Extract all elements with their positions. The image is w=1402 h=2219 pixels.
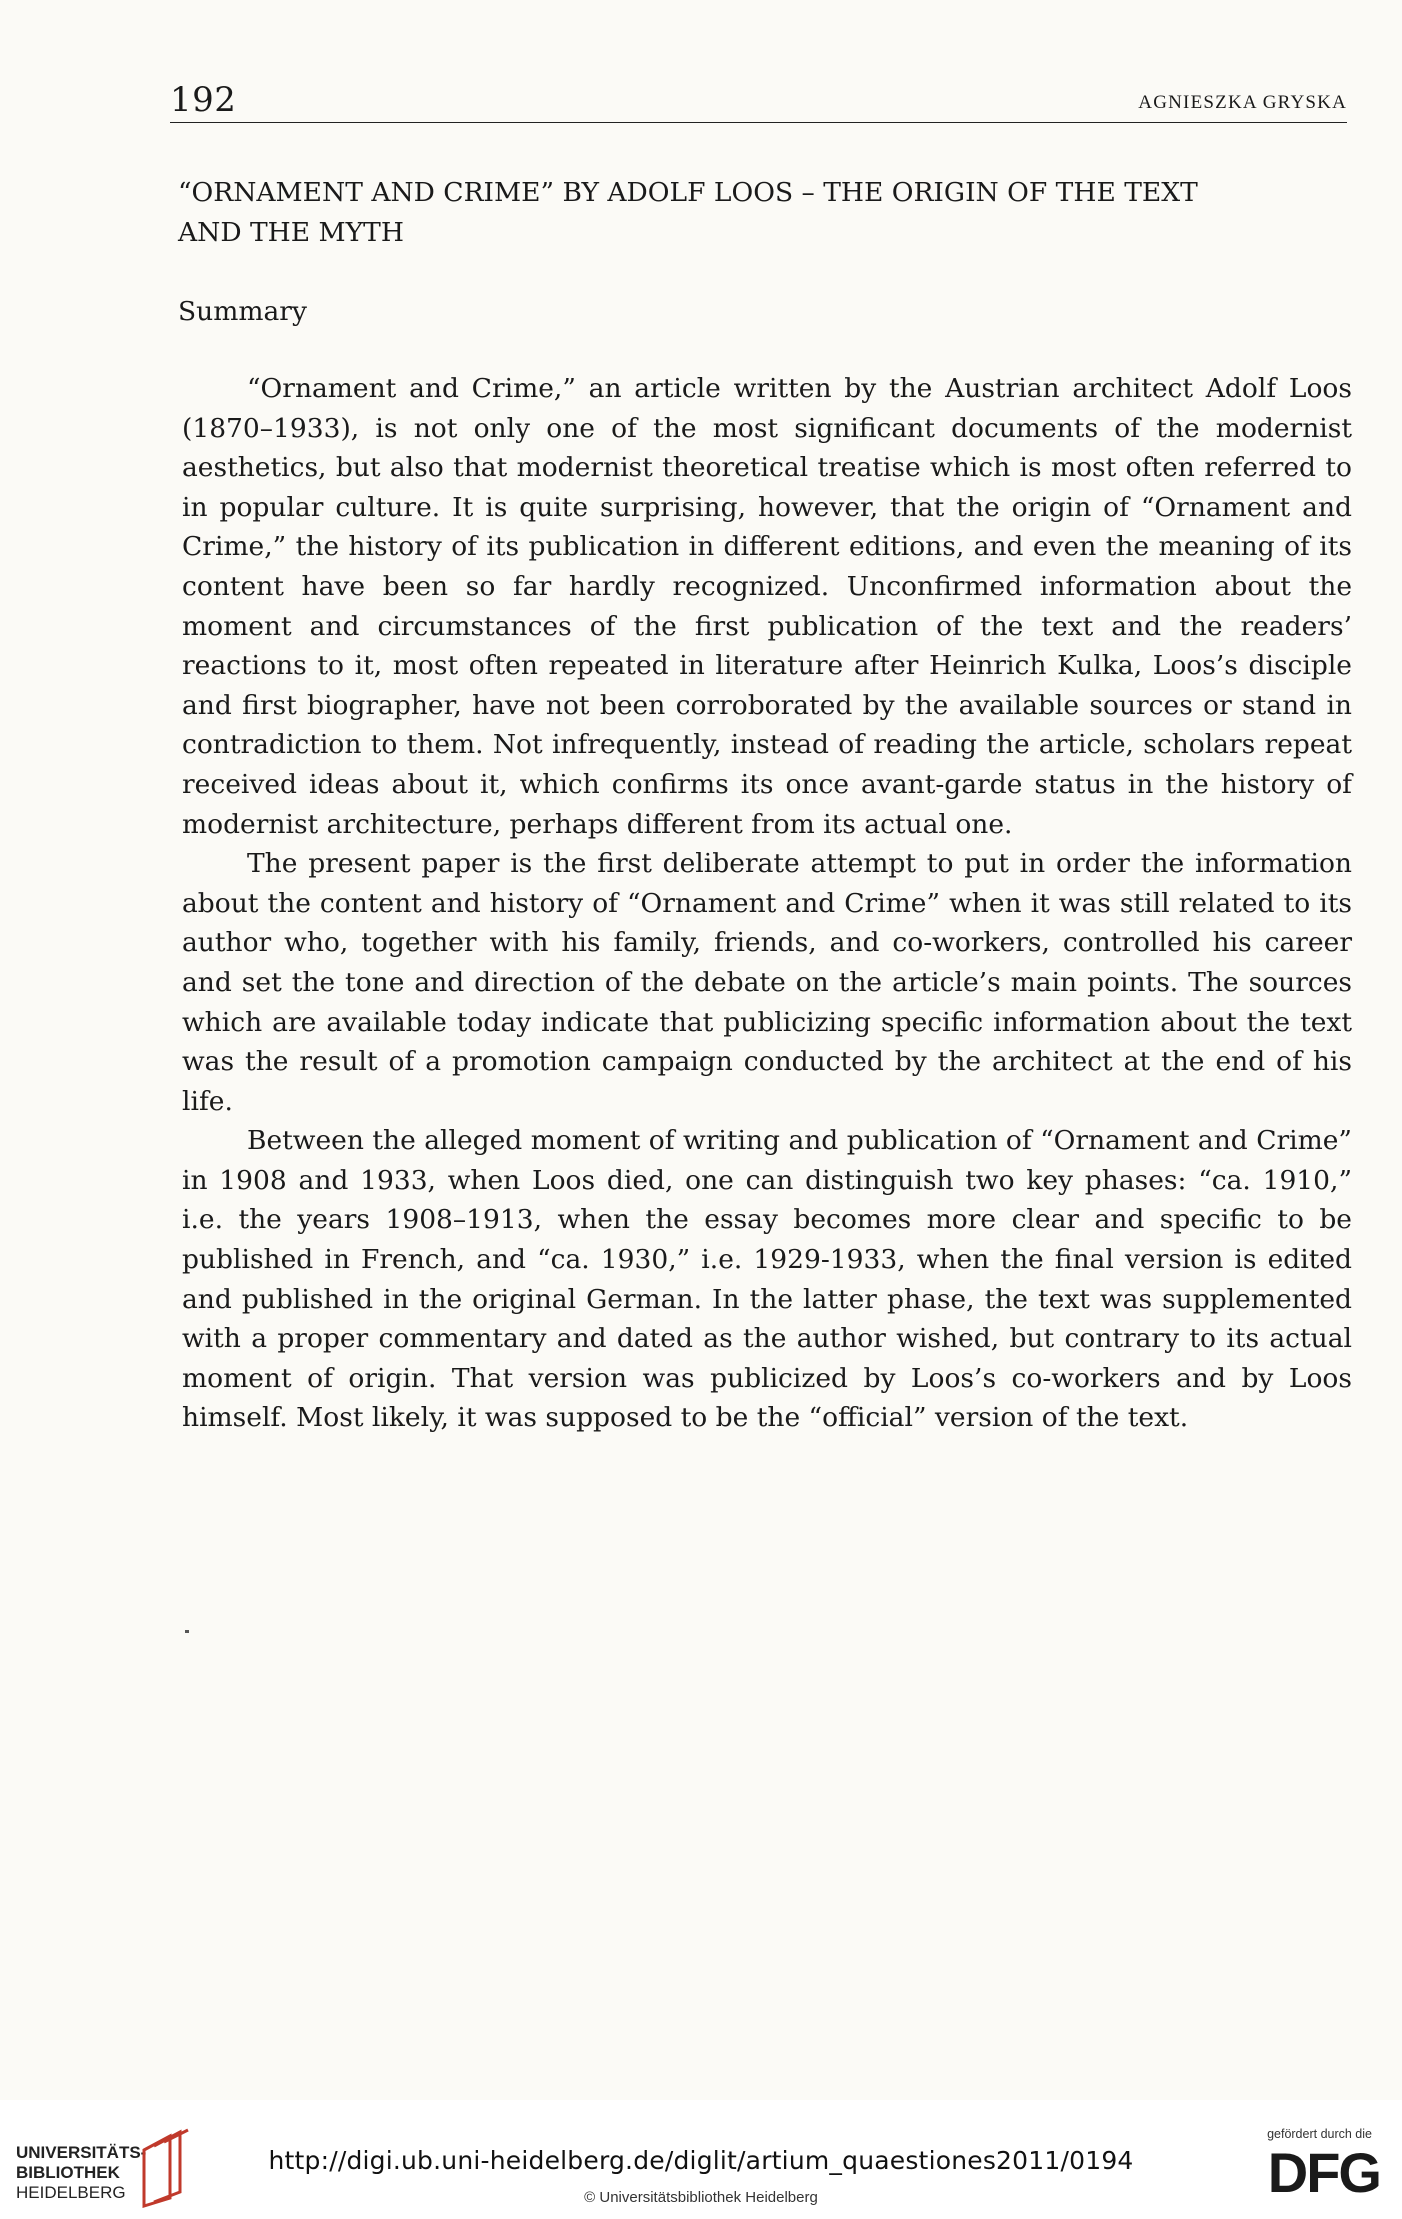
digital-copy-link[interactable]: http://digi.ub.uni-heidelberg.de/diglit/artium_quaestiones2011/0194	[268, 2146, 1134, 2175]
funder-caption: gefördert durch die	[1267, 2127, 1372, 2141]
scan-speck	[185, 1630, 189, 1633]
summary-paragraph-3: Between the alleged moment of writing and publication of “Ornament and Crime” in 1908 and 1933, when Loos died, one can distinguish two key phases: “ca. 1910,” i.e. the years 1908–1913, when the essay becomes more clear and specific to be published in French, and “ca. 1930,” i.e. 1929-1933, when the final version is edited and published in the original German. In the latter phase, the text was supplemented with a proper commentary and dated as the author wished, but contrary to its actual moment of origin. That version was publicized by Loos’s co-workers and by Loos himself. Most likely, it was supposed to be the “official” version of the text.	[182, 1125, 1352, 1434]
copyright-notice: © Universitätsbibliothek Heidelberg	[584, 2189, 818, 2206]
article-title: “ORNAMENT AND CRIME” BY ADOLF LOOS – THE ORIGIN OF THE TEXT AND THE MYTH	[178, 177, 1198, 248]
library-name-line-3: HEIDELBERG	[16, 2183, 126, 2202]
library-name-line-1: UNIVERSITÄTS-	[16, 2143, 147, 2162]
summary-heading: Summary	[178, 296, 307, 327]
header-rule	[170, 122, 1347, 123]
summary-body	[182, 369, 1352, 1438]
summary-paragraph-2: The present paper is the first deliberate attempt to put in order the information about the content and history of “Ornament and Crime” when it was still related to its author who, together with his family, friends, and co-workers, controlled his career and set the tone and direction of the debate on the article’s main points. The sources which are available today indicate that publicizing specific information about the text was the result of a promotion campaign conducted by the architect at the end of his life.	[182, 848, 1352, 1117]
dfg-logo: DFG	[1267, 2141, 1380, 2204]
summary-paragraph-1: “Ornament and Crime,” an article written by the Austrian architect Adolf Loos (1870–1933), is not only one of the most significant documents of the modernist aesthetics, but also that modernist theoretical treatise which is most often referred to in popular culture. It is quite surprising, however, that the origin of “Ornament and Crime,” the history of its publication in different editions, and even the meaning of its content have been so far hardly recognized. Unconfirmed information about the moment and circumstances of the first publication of the text and the readers’ reactions to it, most often repeated in literature after Heinrich Kulka, Loos’s disciple and first biographer, have not been corroborated by the available sources or stand in contradiction to them. Not infrequently, instead of reading the article, scholars repeat received ideas about it, which confirms its once avant-garde status in the history of modernist architecture, perhaps different from its actual one.	[182, 373, 1352, 840]
library-name-line-2: BIBLIOTHEK	[16, 2163, 120, 2182]
page-number: 192	[170, 80, 237, 120]
running-head-author: AGNIESZKA GRYSKA	[1138, 92, 1347, 113]
